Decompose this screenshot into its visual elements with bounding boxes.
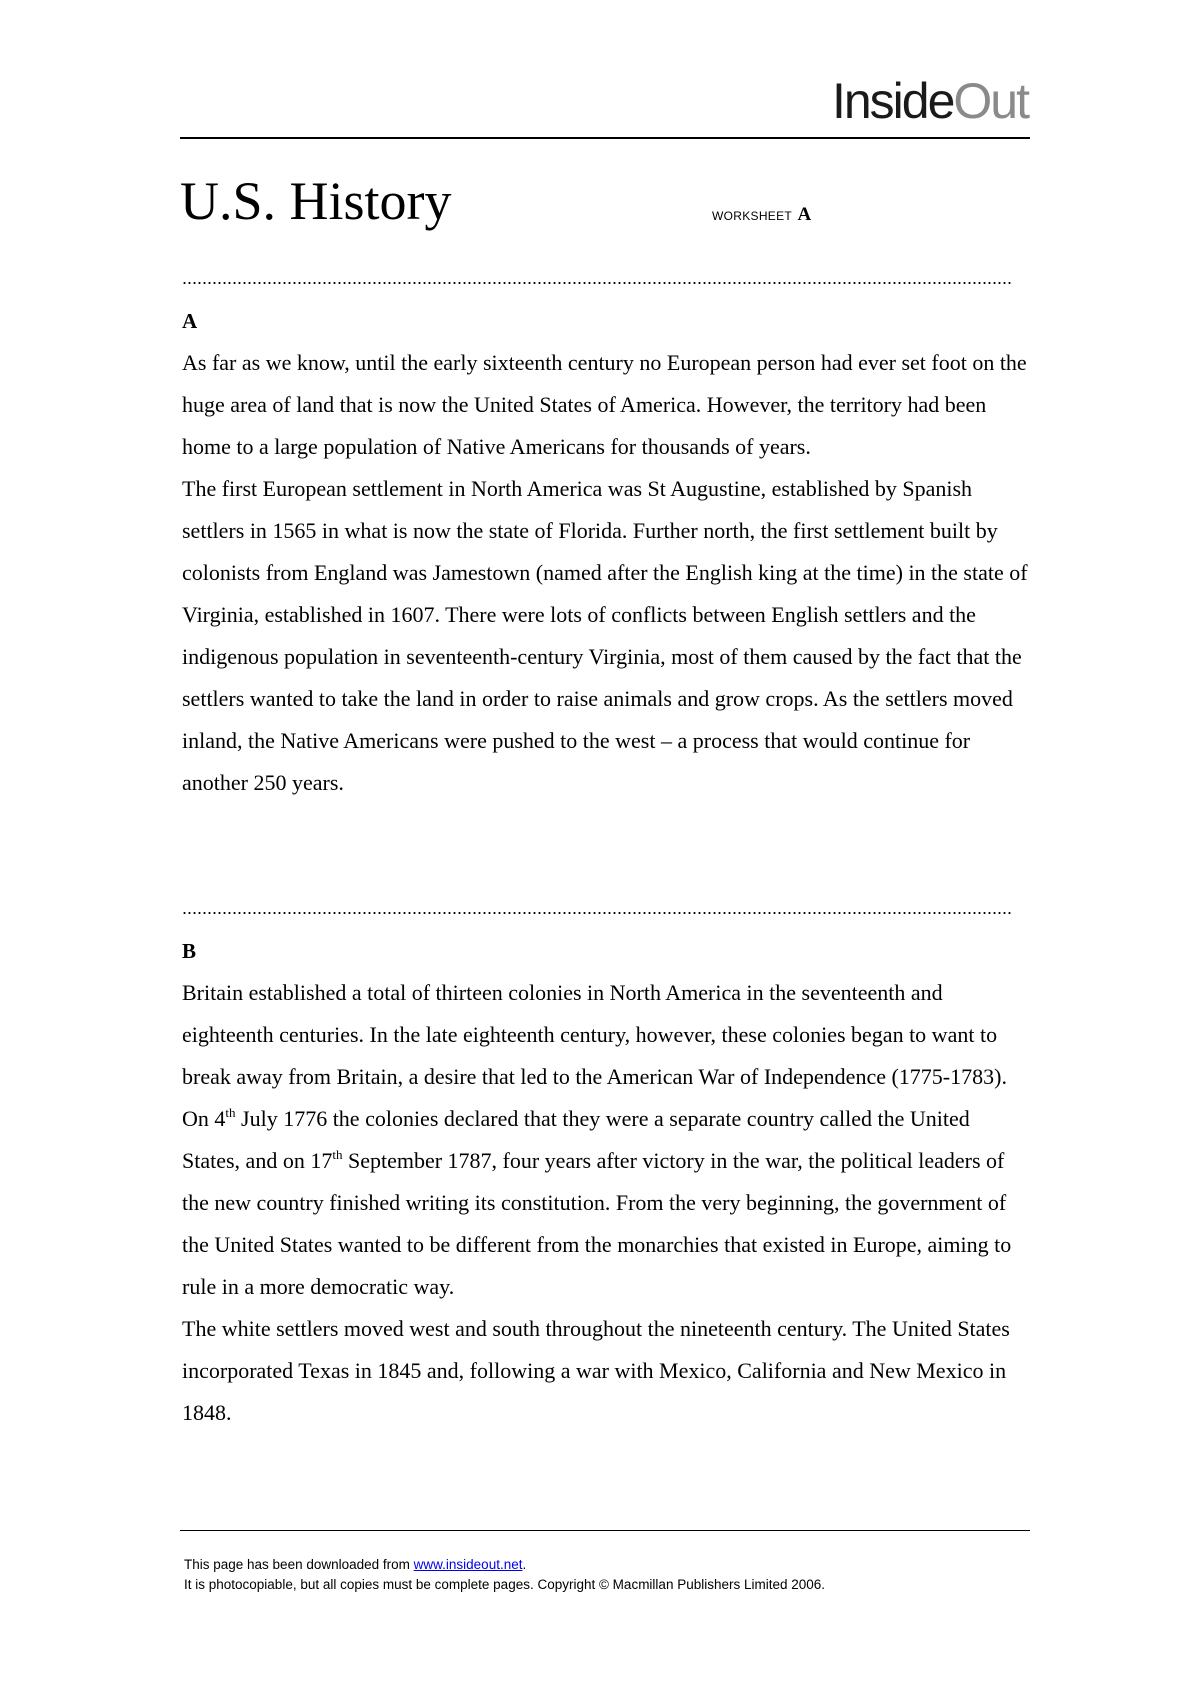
paragraph-text: September 1787, four years after victory in the war, the political leaders of the new country finished writing its constitution. From the very beginning, the government of the United States wanted to be different from the monarchies that existed in Europe, aiming to rule in a more democratic way. [182,1148,1012,1299]
section-b-label: B [182,939,197,963]
section-a-label: A [182,309,198,333]
paragraph-text: Britain established a total of thirteen colonies in North America in the seventeenth and eighteenth centuries. In the late eighteenth century, however, these colonies began to want to break away from Britain, a desire that led to the American War of Independence (1775-1783). On 4 [182,980,1007,1131]
footer-line-1 [184,1555,825,1575]
insideout-link[interactable]: www.insideout.net [413,1557,523,1572]
worksheet-label [712,204,812,226]
header-rule [180,137,1030,139]
footer [184,1555,825,1595]
page-title: U.S. History [180,171,452,231]
ordinal-suffix: th [332,1147,343,1162]
footer-period: . [522,1557,527,1572]
section-a [182,300,1032,804]
footer-copyright: It is photocopiable, but all copies must be complete pages. Copyright © Macmillan Publishers Limited 2006. [184,1577,826,1592]
paragraph-text: July 1776 the colonies declared that they were a separate country called the United States, and on 17 [182,1106,970,1173]
worksheet-letter: A [797,204,812,225]
section-b-paragraph-1 [182,972,1032,1308]
worksheet-label-text: WORKSHEET [712,209,792,223]
section-a-paragraph-1: As far as we know, until the early sixteenth century no European person had ever set foot on the huge area of land that is now the United States of America. However, the territory had been home to a large population of Native Americans for thousands of years. [182,350,1027,459]
dotted-divider [182,912,1012,914]
section-a-paragraph-2: The first European settlement in North America was St Augustine, established by Spanish settlers in 1565 in what is now the state of Florida. Further north, the first settlement built by colonists from England was Jamestown (named after the English king at the time) in the state of Virginia, established in 1607. There were lots of conflicts between English settlers and the indigenous population in seventeenth-century Virginia, most of them caused by the fact that the settlers wanted to take the land in order to raise animals and grow crops. As the settlers moved inland, the Native Americans were pushed to the west – a process that would continue for another 250 years. [182,476,1028,795]
inside-out-logo [831,73,1028,129]
ordinal-suffix: th [225,1105,236,1120]
footer-download-text: This page has been downloaded from [184,1557,414,1572]
dotted-divider [182,282,1012,284]
section-b [182,930,1032,1434]
logo-part-inside: Inside [831,73,954,129]
section-b-paragraph-2: The white settlers moved west and south throughout the nineteenth century. The United States incorporated Texas in 1845 and, following a war with Mexico, California and New Mexico in 1848. [182,1316,1010,1425]
footer-rule [180,1530,1030,1531]
logo-part-out: Out [953,73,1028,129]
